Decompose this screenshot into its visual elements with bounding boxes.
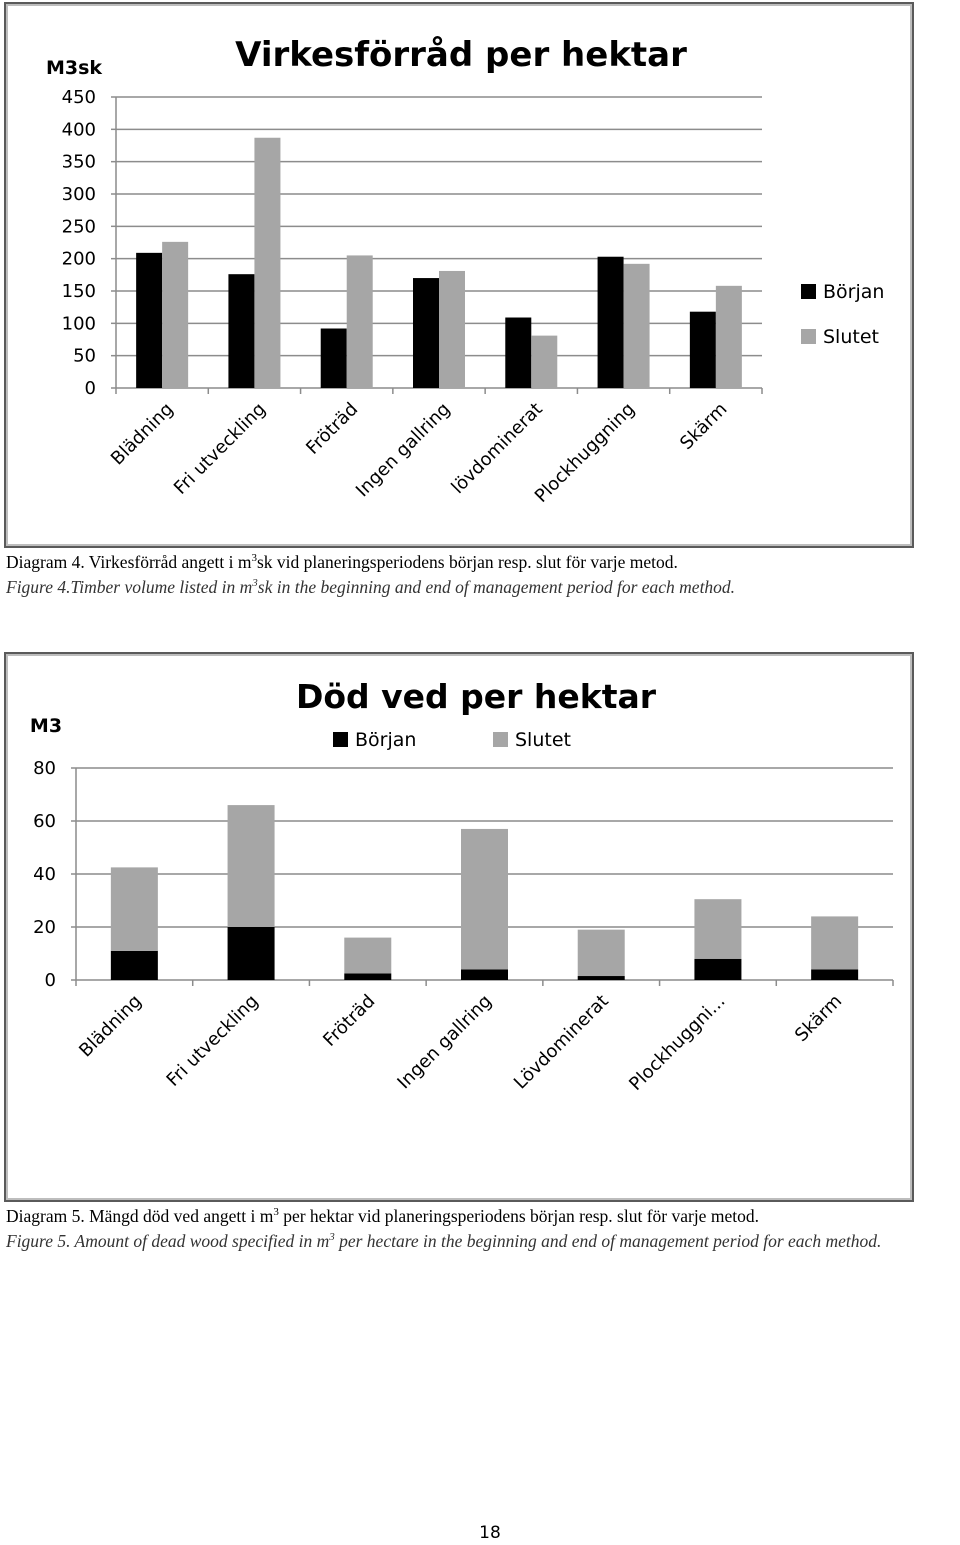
bar-borjan [321,329,347,388]
bar-slutet [344,938,391,974]
page-number: 18 [479,1523,501,1543]
caption-diagram-4-sup: 3 [251,552,257,564]
x-category-label: Plockhuggni... [625,990,730,1095]
bar-borjan [413,278,439,388]
bar-slutet [694,899,741,959]
y-tick-label: 350 [61,151,96,173]
x-category-label: Skärm [790,990,847,1046]
bar-borjan [461,969,508,980]
y-tick-label: 50 [73,345,96,367]
bar-borjan [344,973,391,980]
chart-virkesforrad-svg [6,4,912,546]
y-tick-label: 0 [44,970,56,991]
y-tick-label: 0 [84,378,96,399]
caption-diagram-5-sup: 3 [273,1206,279,1218]
bar-borjan [136,253,162,388]
x-category-label: Fri utveckling [162,990,263,1091]
y-tick-label: 20 [33,917,56,938]
caption-diagram-4 [6,551,956,574]
x-category-label: Blädning [106,398,178,470]
chart-virkesforrad [4,2,914,548]
bar-slutet [254,138,280,388]
bar-slutet [461,829,508,969]
bar-borjan [811,969,858,980]
caption-diagram-5 [6,1205,956,1228]
caption-figure-5-text-end: per hectare in the beginning and end of management period for each method. [334,1231,882,1251]
y-axis-label: M3sk [45,57,103,79]
y-tick-label: 40 [33,864,56,885]
caption-figure-4-text: Figure 4.Timber volume listed in m [6,577,253,597]
bar-borjan [694,959,741,980]
caption-figure-5-sup: 3 [329,1231,335,1243]
caption-figure-5-text: Figure 5. Amount of dead wood specified in m [6,1231,330,1251]
chart-dod-ved-svg [6,654,912,1200]
y-tick-label: 100 [61,313,96,335]
y-tick-label: 250 [61,216,96,238]
legend-swatch-slutet [801,329,816,344]
bar-borjan [690,312,716,388]
y-axis-label: M3 [29,715,63,737]
legend-label: Slutet [515,729,571,751]
x-category-label: Fri utveckling [169,398,270,499]
bar-borjan [598,257,624,388]
bar-borjan [111,951,158,980]
caption-figure-4-text-end: sk in the beginning and end of management period for each method. [257,577,736,597]
x-category-label: Blädning [75,990,146,1062]
bar-slutet [624,264,650,388]
caption-diagram-4-text: Diagram 4. Virkesförråd angett i m [6,552,252,572]
bar-slutet [531,336,557,388]
bar-slutet [578,930,625,976]
bar-slutet [347,255,373,388]
caption-diagram-5-text: Diagram 5. Mängd död ved angett i m [6,1206,274,1226]
legend-swatch-borjan [801,284,816,299]
bar-slutet [228,805,275,927]
legend-swatch-borjan [333,732,348,747]
x-category-label: Fröträd [319,990,380,1051]
bar-borjan [228,927,275,980]
legend-label: Början [823,281,885,303]
bar-slutet [111,867,158,950]
x-category-label: Fröträd [302,398,363,459]
x-category-label: Skärm [676,398,732,454]
bar-slutet [716,286,742,388]
y-tick-label: 450 [61,87,96,108]
legend-label: Slutet [823,326,879,348]
bar-borjan [505,318,531,388]
caption-figure-4 [6,576,956,599]
y-tick-label: 80 [33,758,56,779]
bar-slutet [162,242,188,388]
bar-slutet [439,271,465,388]
x-category-label: Ingen gallring [393,990,497,1094]
chart-title: Död ved per hektar [295,677,657,716]
legend-swatch-slutet [493,732,508,747]
caption-figure-4-sup: 3 [252,577,258,589]
caption-diagram-4-text-end: sk vid planeringsperiodens början resp. slut för varje metod. [257,552,678,572]
chart-dod-ved [4,652,914,1202]
bar-borjan [228,274,254,388]
y-tick-label: 300 [61,184,96,205]
chart-title: Virkesförråd per hektar [235,35,687,75]
x-category-label: Plockhuggning [530,398,640,507]
bar-borjan [578,976,625,980]
y-tick-label: 200 [61,248,96,270]
x-category-label: Lövdominerat [509,990,613,1094]
legend-label: Början [355,729,417,751]
x-category-label: lövdominerat [447,398,547,499]
bar-slutet [811,916,858,969]
y-tick-label: 60 [33,811,56,832]
x-category-label: Ingen gallring [351,398,455,502]
y-tick-label: 150 [61,281,96,302]
caption-diagram-5-text-end: per hektar vid planeringsperiodens början resp. slut för varje metod. [278,1206,759,1226]
y-tick-label: 400 [61,119,96,141]
caption-figure-5 [6,1230,956,1253]
